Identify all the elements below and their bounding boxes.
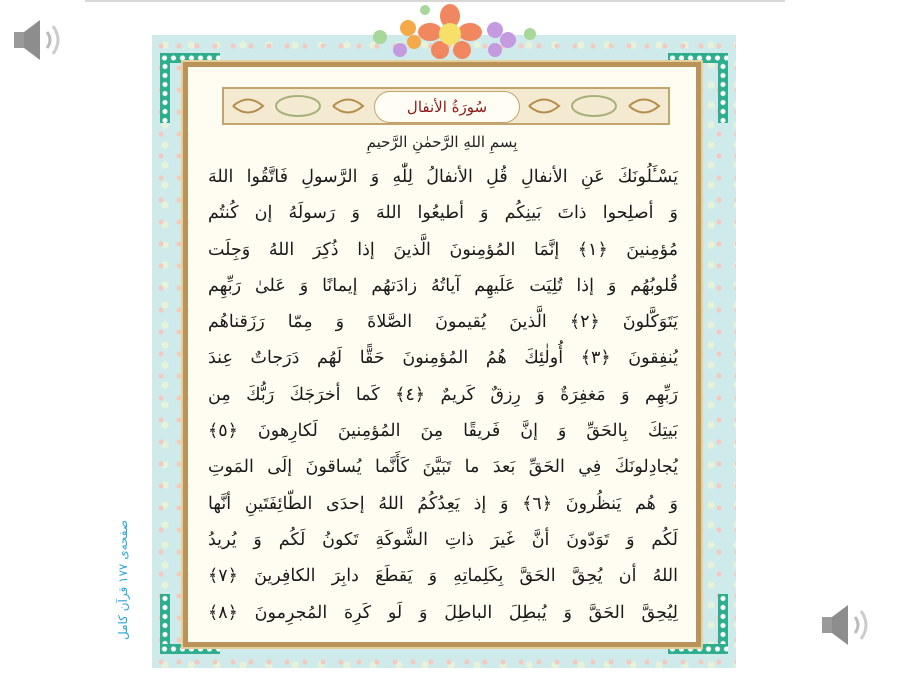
- ornament-right: [524, 93, 664, 119]
- frame-dots: [160, 53, 170, 123]
- flower-decoration: [330, 2, 570, 62]
- audio-speaker-button-top[interactable]: [10, 15, 70, 65]
- frame-dots: [718, 53, 728, 123]
- verse-line: قُلوبُهُم وَ إذا تُلِيَت عَلَيهِم آياتُهُ زادَتهُم إيمانًا وَ عَلىٰ رَبِّهِم: [208, 275, 678, 296]
- verse-line: يُجادِلونَكَ فِي الحَقِّ بَعدَ ما تَبَيَّنَ كَأَنَّما يُساقونَ إلَى المَوتِ: [208, 457, 678, 478]
- verse-line: مُؤمِنينَ ﴿١﴾ إنَّمَا المُؤمِنونَ الَّذينَ إذا ذُكِرَ اللهُ وَجِلَت: [208, 239, 678, 260]
- ornament-left: [228, 93, 368, 119]
- page-caption: صفحه‌ی ۱۷۷ قرآن کامل: [116, 519, 130, 640]
- surah-title: سُورَةُ الأنفال: [374, 91, 520, 123]
- quran-page: [183, 62, 701, 647]
- speaker-icon: [818, 600, 878, 650]
- verse-line: لِيُحِقَّ الحَقَّ وَ يُبطِلَ الباطِلَ وَ لَو كَرِهَ المُجرِمونَ ﴿٨﴾: [208, 602, 678, 623]
- surah-header: [222, 87, 670, 125]
- verse-line: اللهُ أن يُحِقَّ الحَقَّ بِكَلِماتِهِ وَ يَقطَعَ دابِرَ الكافِرينَ ﴿٧﴾: [208, 566, 678, 587]
- verse-line: يُنفِقونَ ﴿٣﴾ أُولٰئِكَ هُمُ المُؤمِنونَ حَقًّا لَهُم دَرَجاتٌ عِندَ: [208, 348, 678, 369]
- verse-line: يَتَوَكَّلونَ ﴿٢﴾ الَّذينَ يُقيمونَ الصَّلاةَ وَ مِمّا رَزَقناهُم: [208, 312, 678, 333]
- verse-line: بَيتِكَ بِالحَقِّ وَ إنَّ فَريقًا مِنَ المُؤمِنينَ لَكارِهونَ ﴿٥﴾: [208, 421, 678, 442]
- verse-line: وَ أصلِحوا ذاتَ بَينِكُم وَ أطيعُوا اللهَ وَ رَسولَهُ إن كُنتُم: [208, 203, 678, 224]
- speaker-icon: [10, 15, 70, 65]
- basmala: بِسمِ اللهِ الرَّحمٰنِ الرَّحيمِ: [366, 133, 518, 151]
- verse-line: لَكُم وَ تَوَدّونَ أنَّ غَيرَ ذاتِ الشَّوكَةِ تَكونُ لَكُم وَ يُريدُ: [208, 529, 678, 550]
- audio-speaker-button-bottom[interactable]: [818, 600, 878, 650]
- verse-line: رَبِّهِم وَ مَغفِرَةٌ وَ رِزقٌ كَريمٌ ﴿٤﴾ كَما أخرَجَكَ رَبُّكَ مِن: [208, 384, 678, 405]
- verse-text: [208, 159, 678, 631]
- verse-line: وَ هُم يَنظُرونَ ﴿٦﴾ وَ إذ يَعِدُكُمُ اللهُ إحدَى الطّائِفَتَينِ أنَّها: [208, 493, 678, 514]
- verse-line: يَسْـَٔلُونَكَ عَنِ الأنفالِ قُلِ الأنفالُ لِلّٰهِ وَ الرَّسولِ فَاتَّقُوا اللهَ: [208, 167, 678, 187]
